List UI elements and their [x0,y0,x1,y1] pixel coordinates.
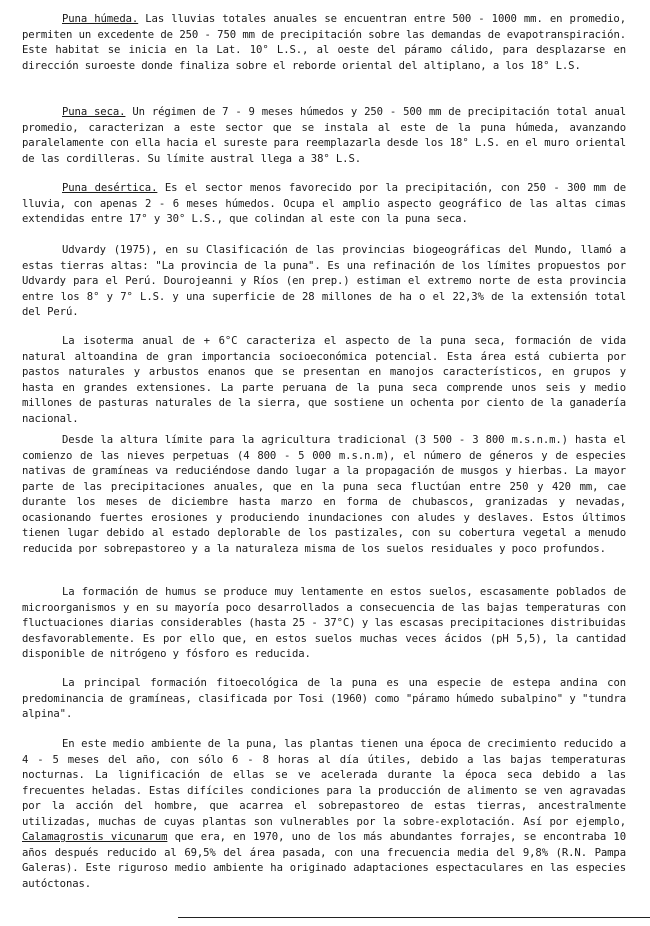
text-medio-ambiente-b: que era, en 1970, uno de los más abundantes forrajes, se encontraba 10 años después reducido al 69,5% del área pasada, con una frecuencia media del 9,8% (R.N. Pampa Galeras). Este riguroso medio ambiente ha originado adaptaciones espectaculares en las especies autóctonas. [22,831,626,890]
paragraph-isoterma [22,334,626,427]
paragraph-puna-desertica [22,181,626,228]
text-medio-ambiente-a: En este medio ambiente de la puna, las plantas tienen una época de crecimiento reducido a 4 - 5 meses del año, con sólo 6 - 8 horas al día útiles, debido a las bajas temperaturas nocturnas. La lignificación de ellas se ve acelerada durante la época seca debido a las frecuentes heladas. Estas difíciles condiciones para la producción de alimento se ven agravadas por la acción del hombre, que acarrea el sobrepastoreo de estas tierras, ancestralmente utilizadas, muchas de cuyas plantas son vulnerables por la sobre-explotación. Así por ejemplo, [22,738,626,828]
heading-puna-desertica: Puna desértica. [62,182,158,194]
text-formacion-fitoecologica: La principal formación fitoecológica de la puna es una especie de estepa andina con predominancia de gramíneas, clasificada por Tosi (1960) como "páramo húmedo subalpino" y "tundra alpina". [22,677,626,720]
heading-puna-seca: Puna seca. [62,106,126,118]
paragraph-humus [22,585,626,663]
paragraph-formacion-fitoecologica [22,676,626,723]
text-altura-limite: Desde la altura límite para la agricultura tradicional (3 500 - 3 800 m.s.n.m.) hasta el comienzo de las nieves perpetuas (4 800 - 5 000 m.s.n.m), el número de géneros y de especies nativas de gramíneas va reduciéndose dando lugar a la propagación de musgos y hierbas. La mayor parte de las precipitaciones anuales, que en la puna seca fluctúan entre 250 y 420 mm, cae durante los meses de diciembre hasta marzo en forma de chubascos, granizadas y nevadas, ocasionando fuertes erosiones y produciendo inundaciones con aludes y deslaves. Estos últimos tienen lugar debido al estado deplorable de los pastizales, con su cobertura vegetal a menudo reducida por sobrepastoreo y a la naturaleza misma de los suelos residuales y poco profundos. [22,434,626,555]
paragraph-medio-ambiente [22,737,626,892]
text-humus: La formación de humus se produce muy lentamente en estos suelos, escasamente poblados de microorganismos y en su mayoría poco desarrollados a consecuencia de las bajas temperaturas con fluctuaciones diarias considerables (hasta 25 - 37°C) y las escasas precipitaciones distribuidas desfavorablemente. Es por ello que, en estos suelos muchas veces ácidos (pH 5,5), la cantidad disponible de nitrógeno y fósforo es reducida. [22,586,626,660]
paragraph-puna-humeda [22,12,626,74]
bottom-rule [178,917,650,918]
text-udvardy: Udvardy (1975), en su Clasificación de las provincias biogeográficas del Mundo, llamó a estas tierras altas: "La provincia de la puna". Es una refinación de los límites propuestos por Udvardy para el Perú. Dourojeanni y Ríos (en prep.) estiman el extremo norte de esta provincia entre los 8° y 7° L.S. y una superficie de 28 millones de ha o el 22,3% de la extensión total del Perú. [22,244,626,318]
text-puna-seca: Un régimen de 7 - 9 meses húmedos y 250 - 500 mm de precipitación total anual promedio, caracterizan a este sector que se instala al este de la puna húmeda, avanzando paralelamente con ella hacia el sureste para reemplazarla desde los 18° L.S. en el muro oriental de las cordilleras. Su límite austral llega a 38° L.S. [22,106,626,165]
text-puna-humeda: Las lluvias totales anuales se encuentran entre 500 - 1000 mm. en promedio, permiten un excedente de 250 - 750 mm de precipitación sobre las demandas de evapotranspiración. Este habitat se inicia en la Lat. 10° L.S., al oeste del páramo cálido, para desplazarse en dirección suroeste donde finaliza sobre el reborde oriental del altiplano, a los 18° L.S. [22,13,626,72]
species-name: Calamagrostis vicunarum [22,831,168,843]
text-puna-desertica: Es el sector menos favorecido por la precipitación, con 250 - 300 mm de lluvia, con apenas 2 - 6 meses húmedos. Ocupa el amplio aspecto geográfico de las altas cimas extendidas entre 17° y 30° L.S., que colindan al este con la puna seca. [22,182,626,225]
heading-puna-humeda: Puna húmeda. [62,13,139,25]
paragraph-altura-limite [22,433,626,557]
text-isoterma: La isoterma anual de + 6°C caracteriza el aspecto de la puna seca, formación de vida natural altoandina de gran importancia socioeconómica potencial. Esta área está cubierta por pastos naturales y arbustos enanos que se presentan en manojos característicos, en grupos y hasta en grandes extensiones. La parte peruana de la puna seca comprende unos seis y medio millones de pasturas naturales de la sierra, que sostiene un ochenta por ciento de la ganadería nacional. [22,335,626,425]
paragraph-udvardy [22,243,626,321]
paragraph-puna-seca [22,105,626,167]
